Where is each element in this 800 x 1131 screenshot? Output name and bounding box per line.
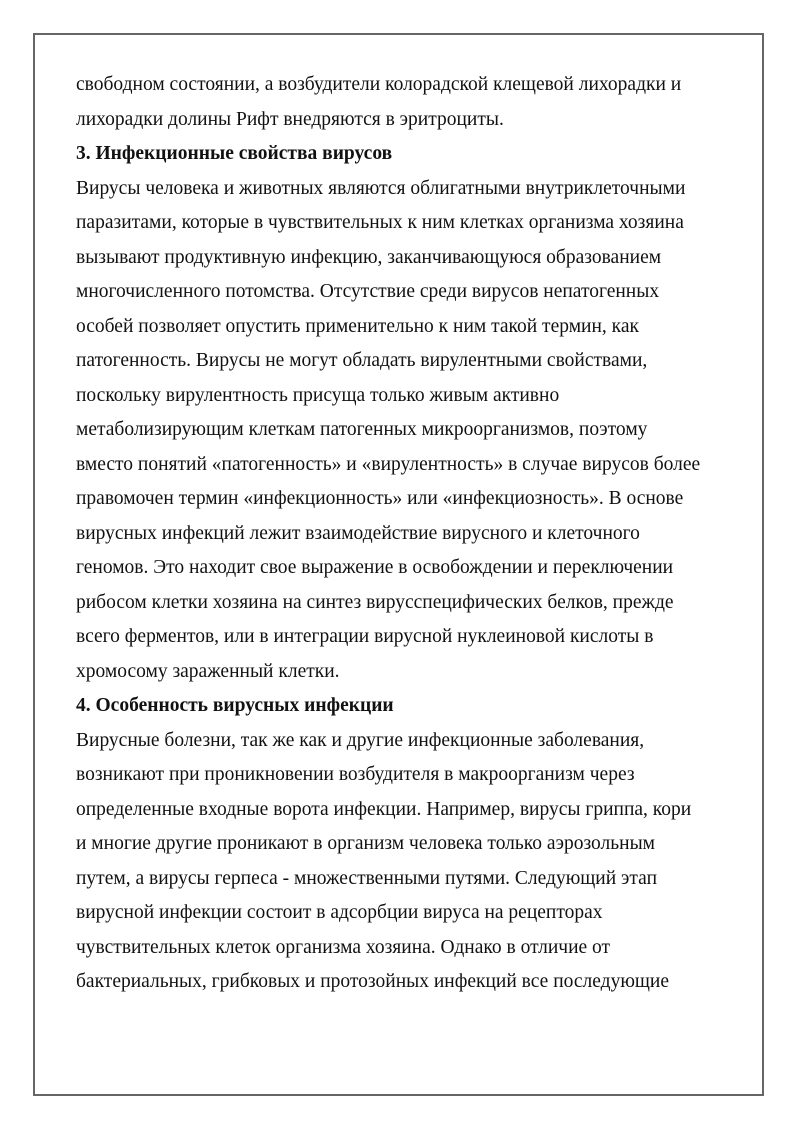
text-line: вирусной инфекции состоит в адсорбции вируса на рецепторах xyxy=(76,902,603,923)
section-heading: 3. Инфекционные свойства вирусов xyxy=(76,143,393,164)
text-line: особей позволяет опустить применительно к ним такой термин, как xyxy=(76,315,639,337)
text-line: хромосому зараженный клетки. xyxy=(76,660,340,682)
text-line: правомочен термин «инфекционность» или «инфекциозность». В основе xyxy=(76,488,684,509)
text-line: всего ферментов, или в интеграции вирусной нуклеиновой кислоты в xyxy=(76,626,654,647)
text-line: свободном состоянии, а возбудители колорадской клещевой лихорадки и xyxy=(76,74,682,95)
text-line: вместо понятий «патогенность» и «вирулентность» в случае вирусов более xyxy=(76,453,701,475)
document-body xyxy=(76,68,736,1000)
text-line: многочисленного потомства. Отсутствие среди вирусов непатогенных xyxy=(76,281,660,302)
text-line: поскольку вирулентность присуща только живым активно xyxy=(76,384,560,406)
text-line: и многие другие проникают в организм человека только аэрозольным xyxy=(76,833,656,854)
text-line: метаболизирующим клеткам патогенных микроорганизмов, поэтому xyxy=(76,419,648,440)
text-line: вирусных инфекций лежит взаимодействие вирусного и клеточного xyxy=(76,522,640,544)
text-line: рибосом клетки хозяина на синтез вирусспецифических белков, прежде xyxy=(76,591,674,613)
text-line: определенные входные ворота инфекции. Например, вирусы гриппа, кори xyxy=(76,798,692,820)
text-line: Вирусные болезни, так же как и другие инфекционные заболевания, xyxy=(76,729,645,751)
text-line: чувствительных клеток организма хозяина. Однако в отличие от xyxy=(76,936,611,958)
text-line: Вирусы человека и животных являются облигатными внутриклеточными xyxy=(76,177,686,199)
text-line: паразитами, которые в чувствительных к ним клетках организма хозяина xyxy=(76,212,684,233)
section-heading: 4. Особенность вирусных инфекции xyxy=(76,695,394,716)
text-line: лихорадки долины Рифт внедряются в эритроциты. xyxy=(76,108,504,130)
text-line: вызывают продуктивную инфекцию, заканчивающуюся образованием xyxy=(76,246,662,268)
text-line: бактериальных, грибковых и протозойных инфекций все последующие xyxy=(76,971,669,992)
text-line: патогенность. Вирусы не могут обладать вирулентными свойствами, xyxy=(76,350,648,371)
text-line: путем, а вирусы герпеса - множественными путями. Следующий этап xyxy=(76,867,658,889)
text-line: возникают при проникновении возбудителя в макроорганизм через xyxy=(76,764,635,785)
text-line: геномов. Это находит свое выражение в освобождении и переключении xyxy=(76,557,674,578)
